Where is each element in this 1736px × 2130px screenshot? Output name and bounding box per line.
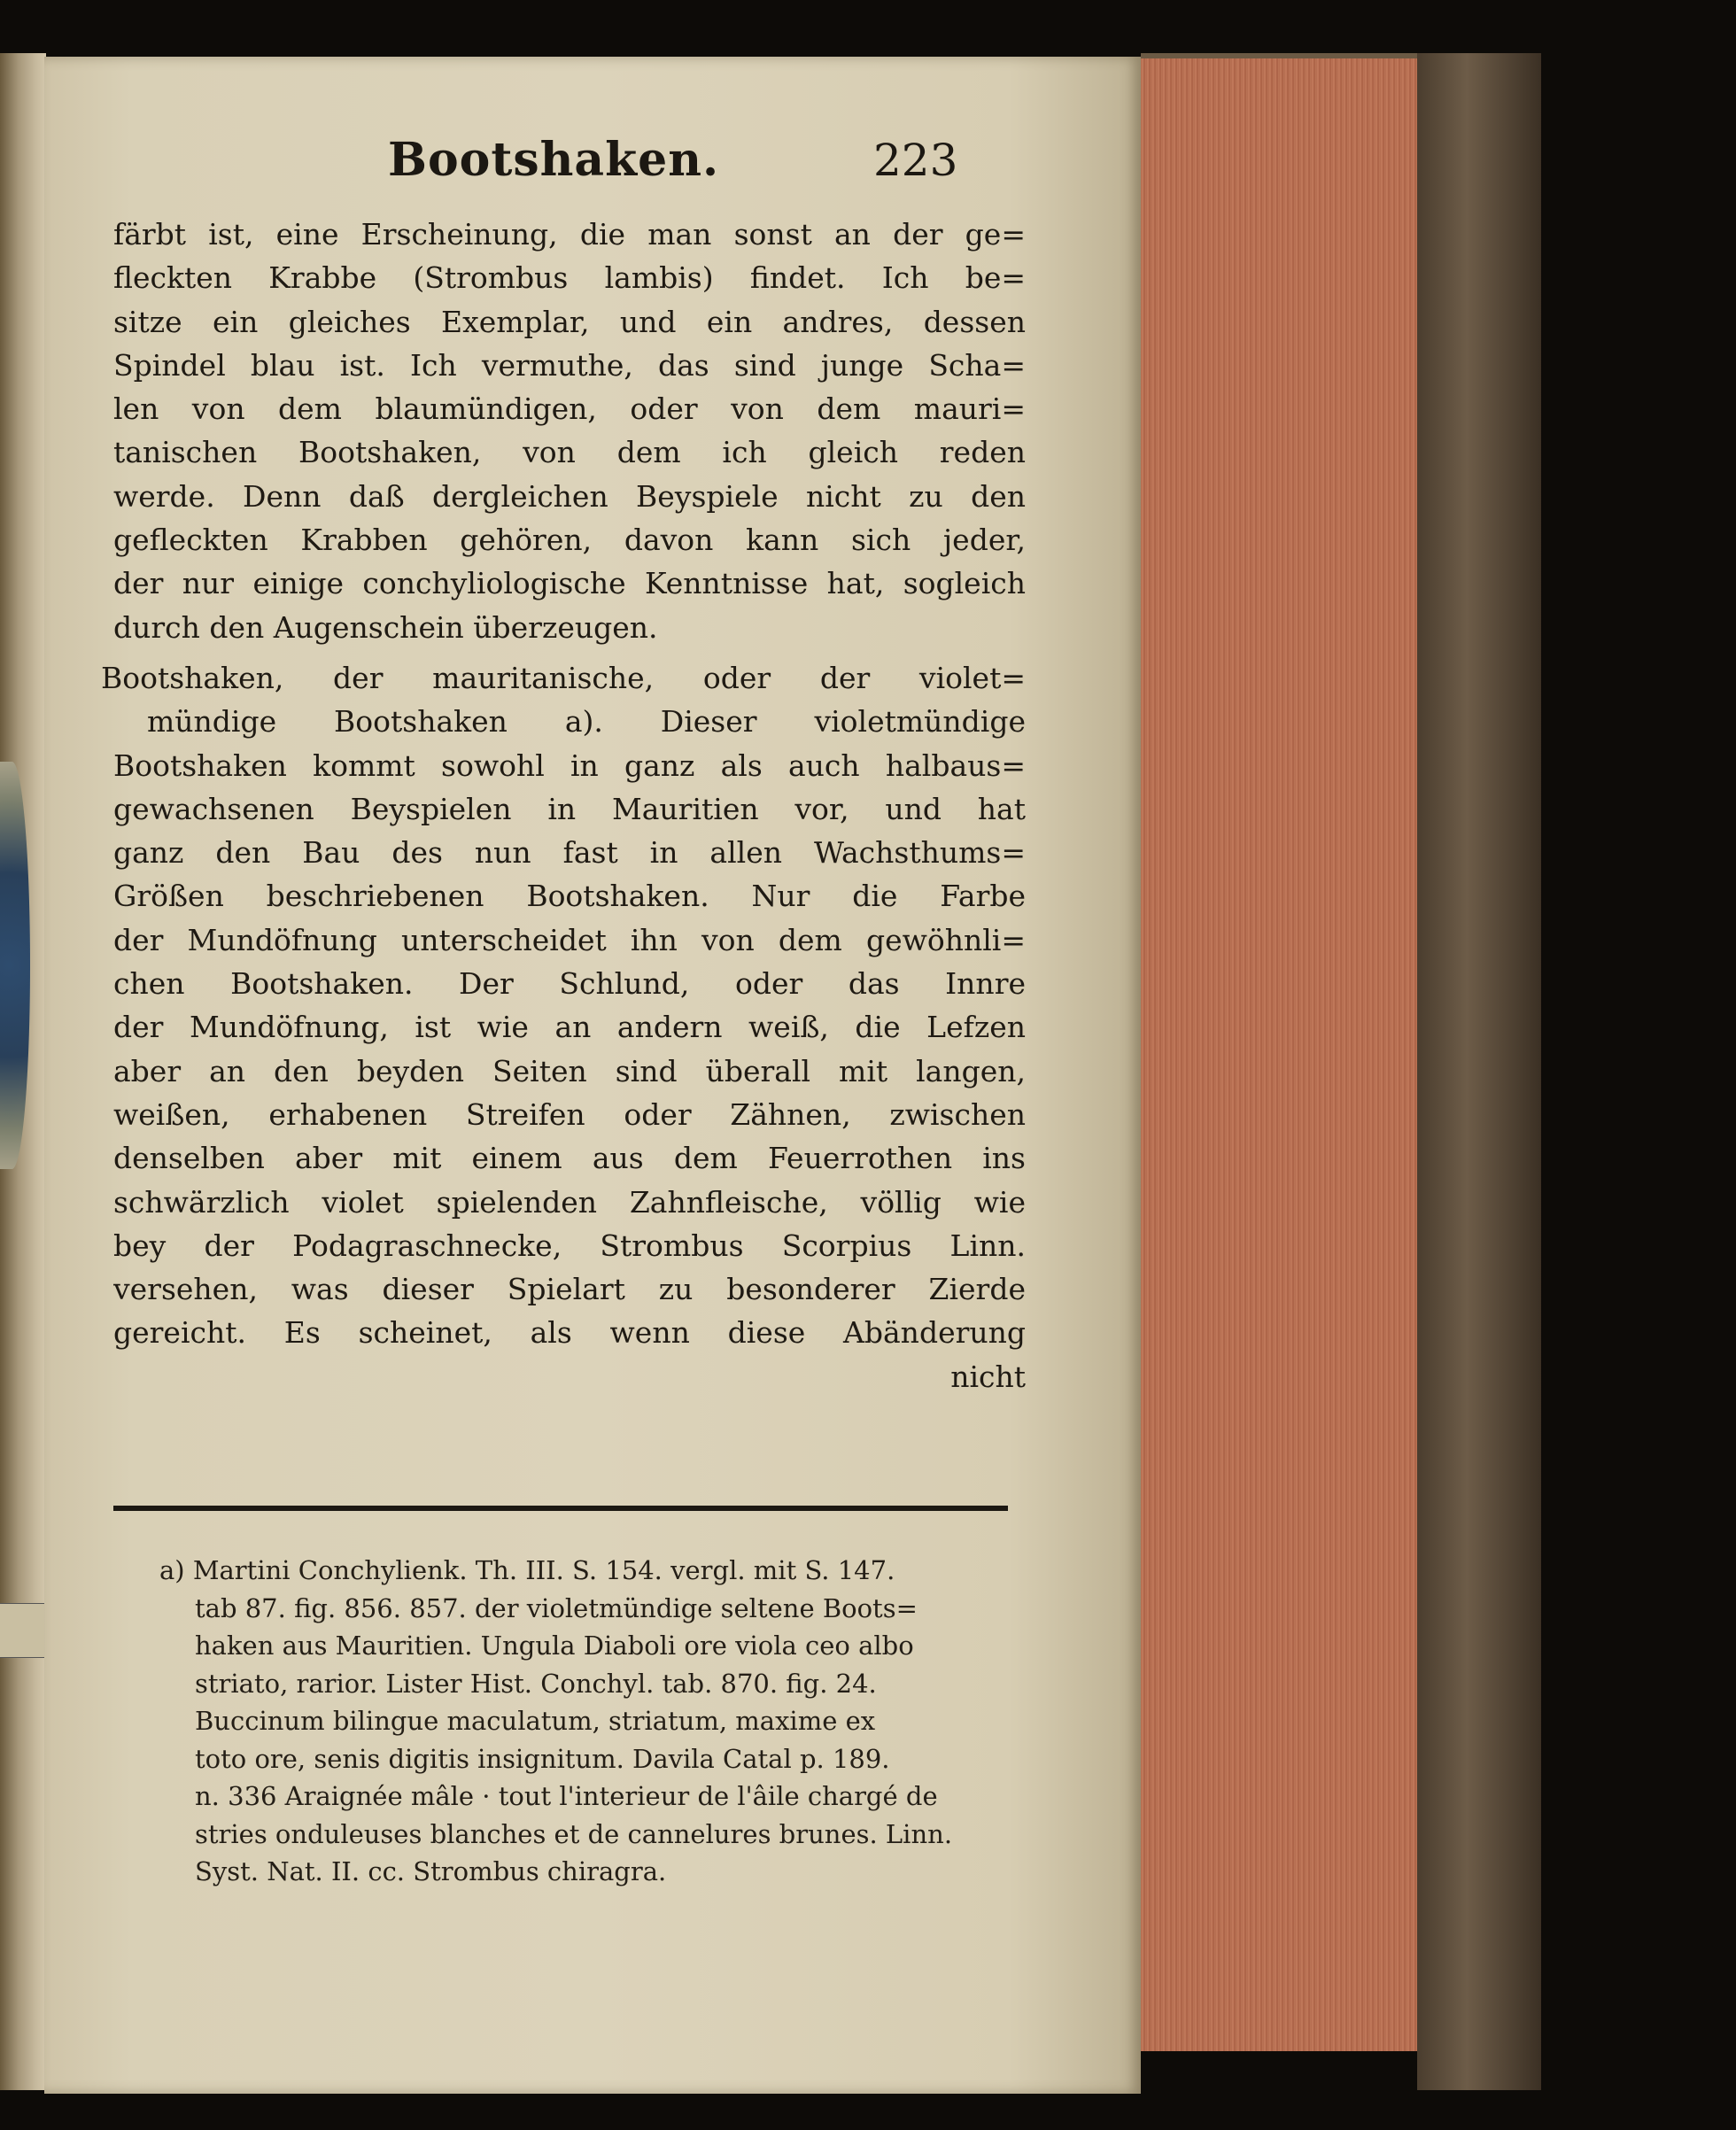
text-line: versehen, was dieser Spielart zu besonderer Zierde xyxy=(113,1272,1026,1307)
text-line: gereicht. Es scheinet, als wenn diese Abänderung xyxy=(113,1315,1026,1351)
text-line: len von dem blaumündigen, oder von dem mauri= xyxy=(113,391,1026,427)
running-head xyxy=(44,133,1141,195)
footnotes xyxy=(159,1552,1054,1891)
text-line: werde. Denn daß dergleichen Beyspiele nicht zu den xyxy=(113,478,1026,514)
text-line: schwärzlich violet spielenden Zahnfleische, völlig wie xyxy=(113,1184,1026,1220)
text-line: Bootshaken kommt sowohl in ganz als auch halbaus= xyxy=(113,747,1026,783)
entry-heading-line: Bootshaken, der mauritanische, oder der violet= xyxy=(101,660,1026,695)
footnote-line: a) Martini Conchylienk. Th. III. S. 154. vergl. mit S. 147. xyxy=(159,1555,895,1585)
page-fore-edge xyxy=(1141,58,1426,2051)
footnote-line: striato, rarior. Lister Hist. Conchyl. tab. 870. fig. 24. xyxy=(195,1668,877,1699)
footnote-line: toto ore, senis digitis insignitum. Davila Catal p. 189. xyxy=(195,1743,890,1774)
main-text xyxy=(101,213,1026,1398)
footnote-line: stries onduleuses blanches et de cannelures brunes. Linn. xyxy=(195,1818,953,1849)
text-line: Spindel blau ist. Ich vermuthe, das sind junge Scha= xyxy=(113,347,1026,383)
catchword: nicht xyxy=(950,1359,1026,1394)
text-line: aber an den beyden Seiten sind überall mit langen, xyxy=(113,1053,1026,1088)
text-line: der Mundöfnung, ist wie an andern weiß, die Lefzen xyxy=(113,1010,1026,1045)
footnote-line: haken aus Mauritien. Ungula Diaboli ore viola ceo albo xyxy=(195,1630,914,1661)
text-line: gewachsenen Beyspielen in Mauritien vor, und hat xyxy=(113,791,1026,826)
footnote-line: tab 87. fig. 856. 857. der violetmündige seltene Boots= xyxy=(195,1592,918,1623)
text-line: sitze ein gleiches Exemplar, und ein andres, dessen xyxy=(113,304,1026,339)
text-line: der nur einige conchyliologische Kenntnisse hat, sogleich xyxy=(113,566,1026,601)
text-line: weißen, erhabenen Streifen oder Zähnen, zwischen xyxy=(113,1096,1026,1132)
text-line: tanischen Bootshaken, von dem ich gleich reden xyxy=(113,435,1026,470)
text-line: färbt ist, eine Erscheinung, die man sonst an der ge= xyxy=(113,217,1026,252)
text-line: mündige Bootshaken a). Dieser violetmündige xyxy=(147,704,1026,740)
footnote-line: Buccinum bilingue maculatum, striatum, maxime ex xyxy=(195,1706,876,1736)
text-line: Größen beschriebenen Bootshaken. Nur die Farbe xyxy=(113,879,1026,914)
text-line: chen Bootshaken. Der Schlund, oder das Innre xyxy=(113,966,1026,1002)
text-line: fleckten Krabbe (Strombus lambis) findet. Ich be= xyxy=(113,260,1026,296)
text-line: der Mundöfnung unterscheidet ihn von dem gewöhnli= xyxy=(113,922,1026,957)
footnote-line: Syst. Nat. II. cc. Strombus chiragra. xyxy=(195,1856,667,1886)
scale-ruler xyxy=(0,1603,46,1658)
footnote-rule xyxy=(113,1506,1008,1511)
text-line: denselben aber mit einem aus dem Feuerrothen ins xyxy=(113,1141,1026,1176)
text-line: durch den Augenschein überzeugen. xyxy=(113,609,658,645)
text-line: bey der Podagraschnecke, Strombus Scorpius Linn. xyxy=(113,1228,1026,1263)
running-head-title: Bootshaken. xyxy=(388,133,720,187)
page-number: 223 xyxy=(873,135,958,186)
text-line: gefleckten Krabben gehören, davon kann sich jeder, xyxy=(113,523,1026,558)
book-cover-board xyxy=(1417,53,1541,2090)
footnote-line: n. 336 Araignée mâle · tout l'interieur de l'âile chargé de xyxy=(195,1781,938,1811)
text-line: ganz den Bau des nun fast in allen Wachsthums= xyxy=(113,835,1026,871)
